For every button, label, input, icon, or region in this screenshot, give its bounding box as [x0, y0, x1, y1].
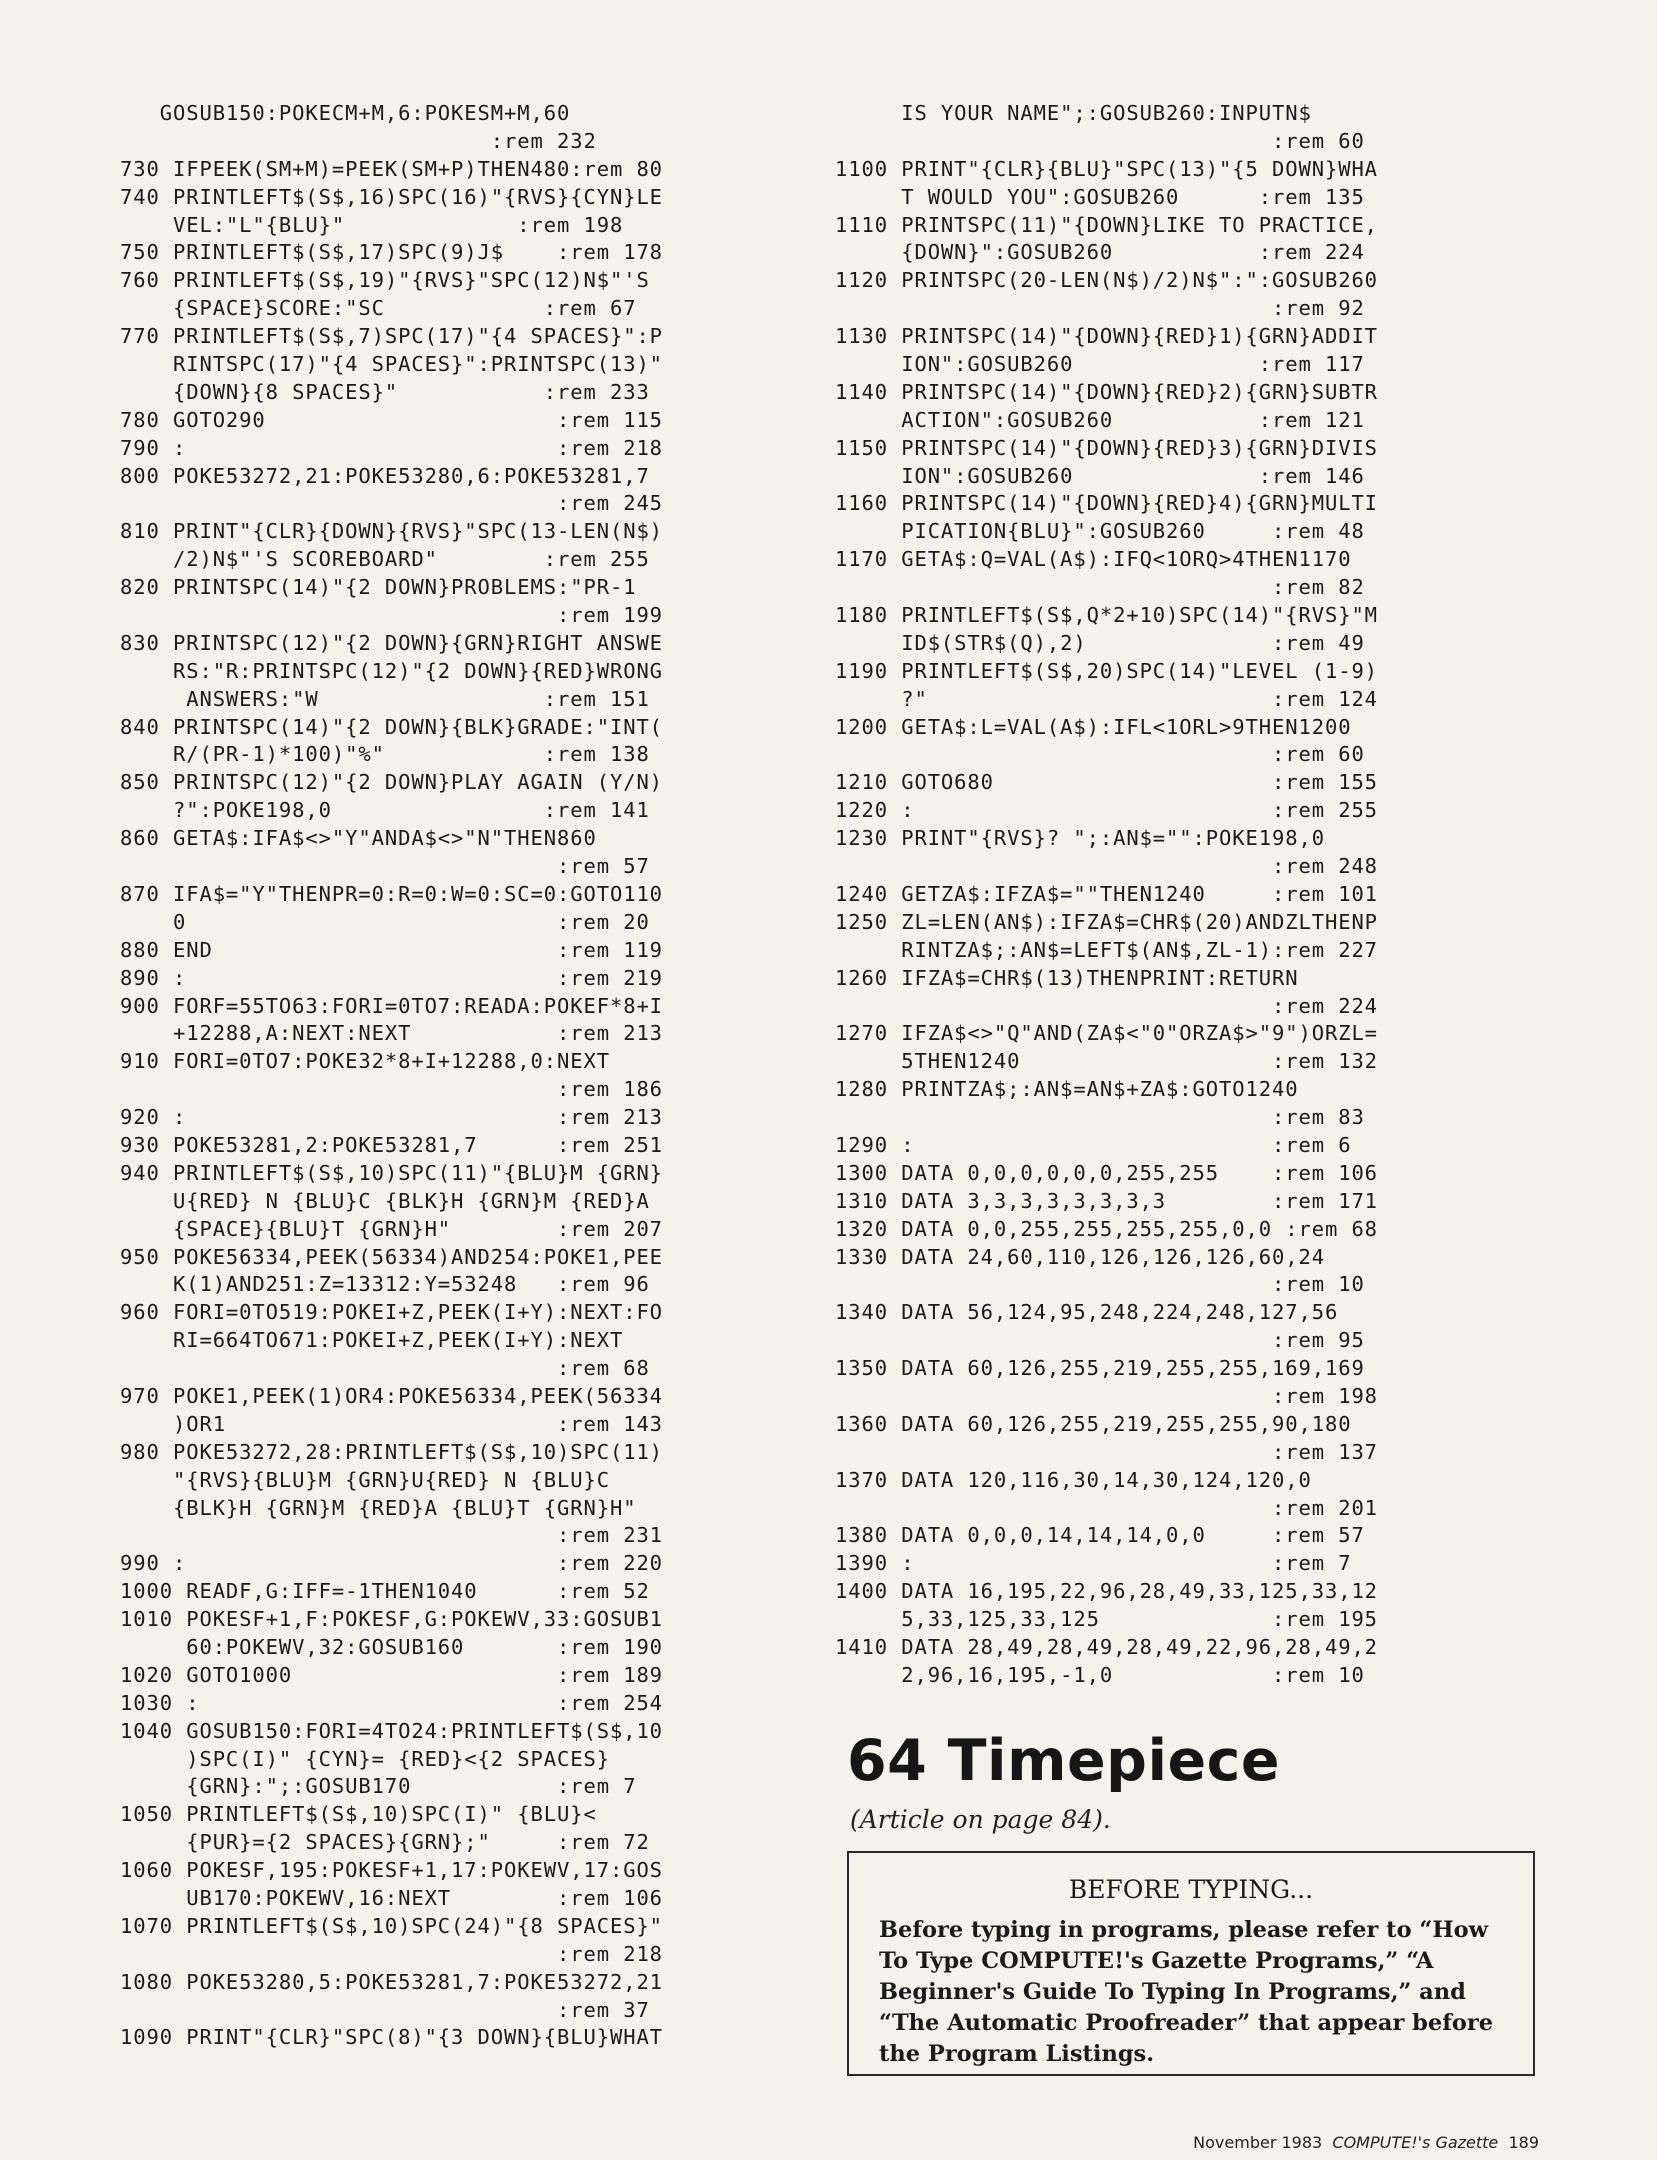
code-line: :rem 199	[120, 603, 663, 628]
code-line: 1110 PRINTSPC(11)"{DOWN}LIKE TO PRACTICE,	[835, 212, 1378, 237]
code-line: 1020 GOTO1000 :rem 189	[120, 1662, 663, 1687]
code-line: IS YOUR NAME";:GOSUB260:INPUTN$	[835, 101, 1312, 125]
code-line: UB170:POKEWV,16:NEXT :rem 106	[120, 1886, 663, 1910]
code-line: 2,96,16,195,-1,0 :rem 10	[835, 1662, 1365, 1687]
code-line: 1340 DATA 56,124,95,248,224,248,127,56	[835, 1300, 1339, 1325]
article-title: 64 Timepiece	[847, 1728, 1281, 1794]
code-line: 1120 PRINTSPC(20-LEN(N$)/2)N$":":GOSUB260	[835, 268, 1378, 293]
code-line: 1380 DATA 0,0,0,14,14,14,0,0 :rem 57	[835, 1523, 1365, 1548]
code-line: 1000 READF,G:IFF=-1THEN1040 :rem 52	[120, 1579, 650, 1604]
code-line: 1180 PRINTLEFT$(S$,Q*2+10)SPC(14)"{RVS}"M	[835, 603, 1378, 628]
notice-body: Before typing in programs, please refer to “How To Type COMPUTE!'s Gazette Programs,” “A Beginner's Guide To Typing In Programs,” and “The Automatic Proofreader” that appear before the Program Listings.	[879, 1917, 1494, 2067]
code-line: 820 PRINTSPC(14)"{2 DOWN}PROBLEMS:"PR-1	[120, 575, 637, 600]
code-line: T WOULD YOU":GOSUB260 :rem 135	[835, 184, 1365, 209]
code-line: 1160 PRINTSPC(14)"{DOWN}{RED}4){GRN}MULTI	[835, 491, 1378, 516]
code-line: 1240 GETZA$:IFZA$=""THEN1240 :rem 101	[835, 881, 1378, 906]
code-line: 1090 PRINT"{CLR}"SPC(8)"{3 DOWN}{BLU}WHAT	[120, 2025, 663, 2050]
code-line: 970 POKE1,PEEK(1)OR4:POKE56334,PEEK(56334	[120, 1383, 663, 1408]
before-typing-notice	[847, 1851, 1535, 2076]
code-line: :rem 68	[120, 1356, 650, 1381]
code-line: 790 : :rem 218	[120, 435, 663, 460]
code-line: 1080 POKE53280,5:POKE53281,7:POKE53272,21	[120, 1969, 663, 1994]
code-line: {BLK}H {GRN}M {RED}A {BLU}T {GRN}H"	[120, 1495, 637, 1520]
footer-page-number: 189	[1508, 2133, 1539, 2152]
code-line: {DOWN}{8 SPACES}" :rem 233	[120, 379, 650, 404]
code-line: :rem 245	[120, 491, 663, 516]
code-line: 1190 PRINTLEFT$(S$,20)SPC(14)"LEVEL (1-9)	[835, 658, 1378, 683]
code-line: 910 FORI=0TO7:POKE32*8+I+12288,0:NEXT	[120, 1049, 610, 1074]
code-line: :rem 137	[835, 1439, 1378, 1464]
code-line: :rem 60	[835, 128, 1365, 153]
code-line: 1250 ZL=LEN(AN$):IFZA$=CHR$(20)ANDZLTHENP	[835, 909, 1378, 934]
code-line: 1310 DATA 3,3,3,3,3,3,3,3 :rem 171	[835, 1188, 1378, 1213]
code-line: :rem 248	[835, 854, 1378, 879]
code-line: ANSWERS:"W :rem 151	[120, 686, 650, 711]
code-line: :rem 10	[835, 1272, 1365, 1297]
code-line: 1010 POKESF+1,F:POKESF,G:POKEWV,33:GOSUB1	[120, 1607, 663, 1632]
code-line: :rem 224	[835, 993, 1378, 1018]
code-line: 780 GOTO290 :rem 115	[120, 407, 663, 432]
code-line: 1320 DATA 0,0,255,255,255,255,0,0 :rem 68	[835, 1216, 1378, 1241]
code-line: 1260 IFZA$=CHR$(13)THENPRINT:RETURN	[835, 965, 1299, 990]
code-line: 760 PRINTLEFT$(S$,19)"{RVS}"SPC(12)N$"'S	[120, 268, 650, 293]
code-line: {SPACE}SCORE:"SC :rem 67	[120, 296, 637, 321]
code-line: 930 POKE53281,2:POKE53281,7 :rem 251	[120, 1132, 663, 1157]
code-line: 1370 DATA 120,116,30,14,30,124,120,0	[835, 1467, 1312, 1492]
code-line: 1290 : :rem 6	[835, 1132, 1352, 1157]
code-line: 5THEN1240 :rem 132	[835, 1049, 1378, 1074]
code-line: 920 : :rem 213	[120, 1105, 663, 1130]
code-line: 860 GETA$:IFA$<>"Y"ANDA$<>"N"THEN860	[120, 826, 597, 851]
code-line: U{RED} N {BLU}C {BLK}H {GRN}M {RED}A	[120, 1188, 650, 1213]
code-line: 750 PRINTLEFT$(S$,17)SPC(9)J$ :rem 178	[120, 240, 663, 265]
code-line: 730 IFPEEK(SM+M)=PEEK(SM+P)THEN480:rem 80	[120, 156, 663, 181]
code-line: 1220 : :rem 255	[835, 798, 1378, 823]
code-line: R/(PR-1)*100)"%" :rem 138	[120, 742, 650, 767]
code-line: 770 PRINTLEFT$(S$,7)SPC(17)"{4 SPACES}":P	[120, 324, 663, 349]
code-line: 0 :rem 20	[120, 909, 650, 934]
code-line: 870 IFA$="Y"THENPR=0:R=0:W=0:SC=0:GOTO110	[120, 881, 663, 906]
code-line: RI=664TO671:POKEI+Z,PEEK(I+Y):NEXT	[120, 1328, 624, 1353]
code-line: 880 END :rem 119	[120, 937, 663, 962]
notice-title: BEFORE TYPING...	[1068, 1875, 1314, 1904]
code-line: {PUR}={2 SPACES}{GRN};" :rem 72	[120, 1830, 650, 1855]
footer-date: November 1983	[1193, 2133, 1323, 2152]
code-line: RINTSPC(17)"{4 SPACES}":PRINTSPC(13)"	[120, 352, 663, 377]
code-line: 1270 IFZA$<>"Q"AND(ZA$<"0"ORZA$>"9")ORZL=	[835, 1021, 1378, 1046]
code-line: :rem 92	[835, 296, 1365, 321]
footer-magazine: COMPUTE!'s Gazette	[1332, 2133, 1499, 2152]
code-line: 840 PRINTSPC(14)"{2 DOWN}{BLK}GRADE:"INT(	[120, 714, 663, 739]
code-line: 1060 POKESF,195:POKESF+1,17:POKEWV,17:GOS	[120, 1858, 663, 1883]
code-line: 1350 DATA 60,126,255,219,255,255,169,169	[835, 1356, 1365, 1381]
code-line: 890 : :rem 219	[120, 965, 663, 990]
code-line: ION":GOSUB260 :rem 146	[835, 463, 1365, 488]
code-line: 900 FORF=55TO63:FORI=0TO7:READA:POKEF*8+I	[120, 993, 663, 1018]
code-line: 950 POKE56334,PEEK(56334)AND254:POKE1,PEE	[120, 1244, 663, 1269]
code-line: 1330 DATA 24,60,110,126,126,126,60,24	[835, 1244, 1325, 1269]
code-line: 60:POKEWV,32:GOSUB160 :rem 190	[120, 1634, 663, 1659]
code-line: 990 : :rem 220	[120, 1551, 663, 1576]
code-line: :rem 95	[835, 1328, 1365, 1353]
code-line: {SPACE}{BLU}T {GRN}H" :rem 207	[120, 1216, 663, 1241]
code-line: :rem 201	[835, 1495, 1378, 1520]
code-line: 1030 : :rem 254	[120, 1690, 663, 1715]
code-line: 5,33,125,33,125 :rem 195	[835, 1607, 1378, 1632]
code-line: PICATION{BLU}":GOSUB260 :rem 48	[835, 519, 1365, 544]
code-line: 810 PRINT"{CLR}{DOWN}{RVS}"SPC(13-LEN(N$)	[120, 519, 663, 544]
code-line: 1230 PRINT"{RVS}? ";:AN$="":POKE198,0	[835, 826, 1325, 851]
code-line: ION":GOSUB260 :rem 117	[835, 352, 1365, 377]
code-line: 1170 GETA$:Q=VAL(A$):IFQ<1ORQ>4THEN1170	[835, 547, 1352, 572]
code-line: 940 PRINTLEFT$(S$,10)SPC(11)"{BLU}M {GRN}	[120, 1160, 663, 1185]
code-line: :rem 218	[120, 1941, 663, 1966]
listing-right-column	[835, 100, 1535, 1690]
listing-left-column	[120, 100, 820, 2052]
code-line: 1390 : :rem 7	[835, 1551, 1352, 1576]
code-line: ?" :rem 124	[835, 686, 1378, 711]
code-line: 1410 DATA 28,49,28,49,28,49,22,96,28,49,2	[835, 1634, 1378, 1659]
code-line: {GRN}:";:GOSUB170 :rem 7	[120, 1774, 637, 1799]
code-line: 1100 PRINT"{CLR}{BLU}"SPC(13)"{5 DOWN}WHA	[835, 156, 1378, 181]
code-line: K(1)AND251:Z=13312:Y=53248 :rem 96	[120, 1272, 650, 1297]
code-line: )SPC(I)" {CYN}= {RED}<{2 SPACES}	[120, 1746, 610, 1771]
code-line: 960 FORI=0TO519:POKEI+Z,PEEK(I+Y):NEXT:FO	[120, 1300, 663, 1325]
code-line: 1130 PRINTSPC(14)"{DOWN}{RED}1){GRN}ADDIT	[835, 324, 1378, 349]
code-line: ID$(STR$(Q),2) :rem 49	[835, 630, 1365, 655]
code-line: 1070 PRINTLEFT$(S$,10)SPC(24)"{8 SPACES}"	[120, 1913, 663, 1938]
code-line: :rem 232	[120, 128, 597, 153]
code-line: 1140 PRINTSPC(14)"{DOWN}{RED}2){GRN}SUBTR	[835, 379, 1378, 404]
code-line: )OR1 :rem 143	[120, 1411, 663, 1436]
code-line: 800 POKE53272,21:POKE53280,6:POKE53281,7	[120, 463, 650, 488]
code-line: 830 PRINTSPC(12)"{2 DOWN}{GRN}RIGHT ANSWE	[120, 630, 663, 655]
code-line: :rem 186	[120, 1077, 663, 1102]
code-line: :rem 57	[120, 854, 650, 879]
code-line: "{RVS}{BLU}M {GRN}U{RED} N {BLU}C	[120, 1467, 610, 1492]
code-line: 1280 PRINTZA$;:AN$=AN$+ZA$:GOTO1240	[835, 1077, 1299, 1102]
code-line: ACTION":GOSUB260 :rem 121	[835, 407, 1365, 432]
code-line: 1050 PRINTLEFT$(S$,10)SPC(I)" {BLU}<	[120, 1802, 597, 1827]
code-line: 1040 GOSUB150:FORI=4TO24:PRINTLEFT$(S$,10	[120, 1718, 663, 1743]
code-line: VEL:"L"{BLU}" :rem 198	[120, 212, 624, 237]
code-line: :rem 83	[835, 1105, 1365, 1130]
code-line: 980 POKE53272,28:PRINTLEFT$(S$,10)SPC(11)	[120, 1439, 663, 1464]
code-line: ?":POKE198,0 :rem 141	[120, 798, 650, 823]
code-line: 850 PRINTSPC(12)"{2 DOWN}PLAY AGAIN (Y/N)	[120, 770, 663, 795]
code-line: RINTZA$;:AN$=LEFT$(AN$,ZL-1):rem 227	[835, 937, 1378, 962]
code-line: 1300 DATA 0,0,0,0,0,0,255,255 :rem 106	[835, 1160, 1378, 1185]
code-line: :rem 231	[120, 1523, 663, 1548]
code-line: 1150 PRINTSPC(14)"{DOWN}{RED}3){GRN}DIVIS	[835, 435, 1378, 460]
code-line: 1200 GETA$:L=VAL(A$):IFL<1ORL>9THEN1200	[835, 714, 1352, 739]
code-line: {DOWN}":GOSUB260 :rem 224	[835, 240, 1365, 265]
code-line: /2)N$"'S SCOREBOARD" :rem 255	[120, 547, 650, 572]
code-line: :rem 82	[835, 575, 1365, 600]
code-line: +12288,A:NEXT:NEXT :rem 213	[120, 1021, 663, 1046]
page-footer	[1193, 2133, 1539, 2152]
code-line: 1210 GOTO680 :rem 155	[835, 770, 1378, 795]
code-line: 1360 DATA 60,126,255,219,255,255,90,180	[835, 1411, 1352, 1436]
article-subtitle: (Article on page 84).	[850, 1805, 1111, 1834]
code-line: :rem 60	[835, 742, 1365, 767]
code-line: 1400 DATA 16,195,22,96,28,49,33,125,33,12	[835, 1579, 1378, 1604]
code-line: :rem 37	[120, 1997, 650, 2022]
code-line: :rem 198	[835, 1383, 1378, 1408]
code-line: 740 PRINTLEFT$(S$,16)SPC(16)"{RVS}{CYN}LE	[120, 184, 663, 209]
code-line: RS:"R:PRINTSPC(12)"{2 DOWN}{RED}WRONG	[120, 658, 663, 683]
code-line: GOSUB150:POKECM+M,6:POKESM+M,60	[120, 101, 571, 125]
